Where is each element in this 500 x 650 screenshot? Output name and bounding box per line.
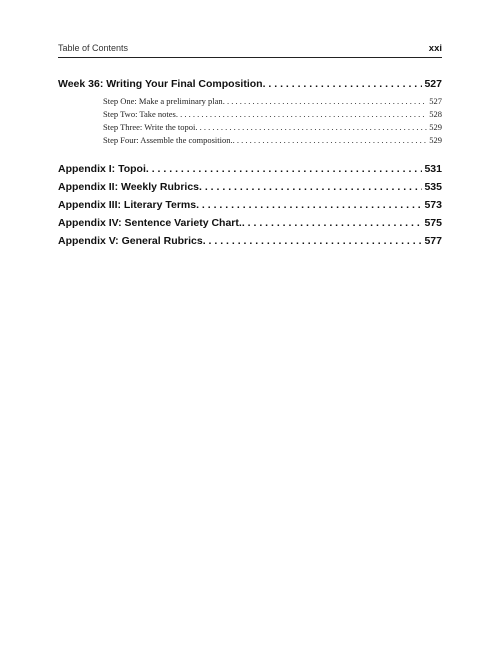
toc-entry-label: Week 36: Writing Your Final Composition [58, 78, 263, 90]
toc-entry-appendix-iii[interactable] [58, 199, 442, 211]
toc-entry-page: 573 [424, 199, 442, 211]
toc-entry-label: Appendix II: Weekly Rubrics [58, 181, 200, 193]
toc-entry-week-36[interactable] [58, 78, 442, 90]
dot-leader [263, 78, 423, 90]
dot-leader [242, 217, 423, 229]
toc-subentry-label: Step Two: Take notes [103, 109, 176, 119]
page-number: xxi [428, 43, 442, 54]
dot-leader [203, 235, 423, 247]
dot-leader [176, 109, 427, 119]
toc-entry-appendix-v[interactable] [58, 235, 442, 247]
toc-entry-label: Appendix V: General Rubrics [58, 235, 203, 247]
toc-entry-page: 575 [424, 217, 442, 229]
running-title: Table of Contents [58, 43, 129, 53]
toc-subentry-step-one[interactable] [103, 96, 442, 106]
toc-entry-appendix-ii[interactable] [58, 181, 442, 193]
toc-entry-label: Appendix I: Topoi [58, 163, 146, 175]
header-rule [58, 57, 442, 58]
dot-leader [233, 135, 428, 145]
dot-leader [223, 96, 428, 106]
dot-leader [199, 181, 422, 193]
toc-subentry-page: 528 [429, 109, 442, 119]
toc-subentry-step-four[interactable] [103, 135, 442, 145]
toc-subentry-page: 527 [429, 96, 442, 106]
toc-entry-appendix-i[interactable] [58, 163, 442, 175]
toc-entry-label: Appendix III: Literary Terms [58, 199, 197, 211]
dot-leader [146, 163, 423, 175]
toc-subentry-label: Step One: Make a preliminary plan [103, 96, 223, 106]
toc-subentry-label: Step Four: Assemble the composition. [103, 135, 233, 145]
toc-subentry-page: 529 [429, 122, 442, 132]
toc-entry-page: 535 [424, 181, 442, 193]
dot-leader [196, 199, 422, 211]
running-header [58, 43, 442, 54]
toc-entry-page: 531 [424, 163, 442, 175]
toc-entry-page: 577 [424, 235, 442, 247]
toc-entry-page: 527 [424, 78, 442, 90]
toc-subentry-page: 529 [429, 135, 442, 145]
toc-subentry-step-two[interactable] [103, 109, 442, 119]
toc-subentry-step-three[interactable] [103, 122, 442, 132]
toc-subentry-label: Step Three: Write the topoi [103, 122, 196, 132]
toc-entry-label: Appendix IV: Sentence Variety Chart. [58, 217, 242, 229]
dot-leader [195, 122, 427, 132]
toc-entry-appendix-iv[interactable] [58, 217, 442, 229]
